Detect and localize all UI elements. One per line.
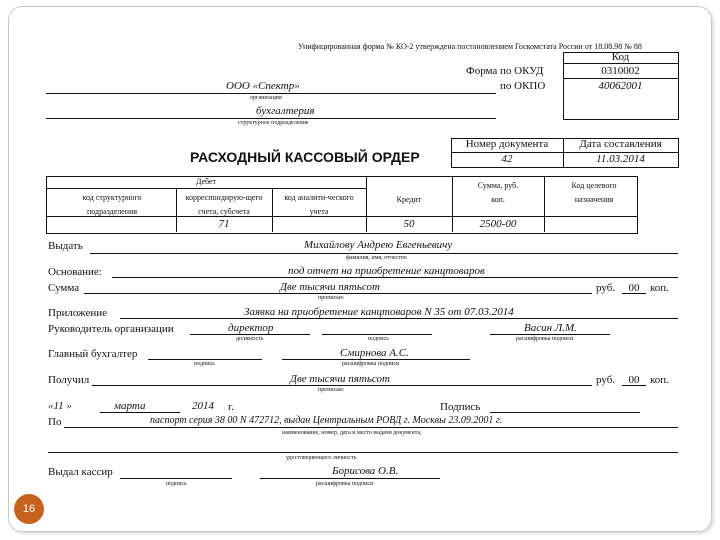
date-year: 2014 [192, 400, 214, 412]
dept-caption: структурное подразделение [238, 120, 309, 126]
chief-name: Смирнова А.С. [340, 347, 409, 359]
attach-label: Приложение [48, 307, 108, 319]
cashier-sign-caption: подпись [166, 481, 187, 487]
credit-value: 50 [403, 218, 415, 230]
passport-value: паспорт серия 38 00 N 472712, выдан Центральным РОВД г. Москвы 23.09.2001 г. [150, 415, 503, 426]
head-label: Руководитель организации [48, 323, 174, 335]
date-day: «11 » [48, 400, 72, 412]
id-caption: удостоверяющего личность [286, 455, 357, 461]
head-decode-caption: расшифровка подписи [516, 336, 574, 342]
org-caption: организация [250, 95, 282, 101]
basis-value: под отчет на приобретение канцтоваров [288, 265, 485, 277]
year-suffix: г. [228, 401, 235, 413]
doc-date-label: Дата составления [579, 138, 662, 150]
signature-label: Подпись [440, 401, 481, 413]
col-analytics-code: код аналити-ческого учета [284, 193, 354, 216]
sum-rub-label: руб. [596, 282, 616, 294]
received-words: Две тысячи пятьсот [290, 373, 390, 385]
okud-value: 0310002 [601, 65, 640, 77]
head-sign-caption: подпись [368, 336, 389, 342]
head-position: директор [228, 322, 274, 334]
sum-value: 2500-00 [479, 218, 517, 230]
unified-form-note: Унифицированная форма № КО-2 утверждена постановлением Госкомстата России от 18.08.98 № 88 [298, 42, 642, 51]
cashier-name: Борисова О.В. [332, 465, 399, 477]
head-position-caption: должность [236, 336, 264, 342]
account-value: 71 [218, 218, 230, 230]
credit-label: Кредит [396, 195, 422, 204]
doc-number-label: Номер документа [465, 138, 549, 150]
sum-words: Две тысячи пятьсот [280, 281, 380, 293]
chief-decode-caption: расшифровка подписи [342, 361, 400, 367]
head-name: Васин Л.М. [524, 322, 577, 334]
by-label: По [48, 416, 62, 428]
basis-label: Основание: [48, 266, 102, 278]
sum-kop-label: коп. [650, 282, 669, 294]
received-rub-label: руб. [596, 374, 616, 386]
doc-number: 42 [501, 153, 513, 165]
chief-sign-caption: подпись [194, 361, 215, 367]
doc-title: РАСХОДНЫЙ КАССОВЫЙ ОРДЕР [190, 149, 420, 165]
attach-value: Заявка на приобретение канцтоваров N 35 от 07.03.2014 [244, 306, 514, 318]
issue-caption: фамилия, имя, отчество [346, 255, 407, 261]
doc-caption: наименование, номер, дата и место выдачи документа, [282, 430, 422, 436]
cashier-decode-caption: расшифровка подписи [316, 481, 374, 487]
purpose-code-label: Код целевого назначения [571, 181, 617, 204]
issue-value: Михайлову Андрею Евгеньевичу [304, 239, 453, 251]
okpo-value: 40062001 [598, 80, 643, 92]
code-label: Код [611, 51, 630, 63]
sum-label: Сумма [48, 282, 80, 294]
okpo-label: по ОКПО [500, 80, 546, 92]
debit-label: Дебет [195, 177, 217, 186]
sum-col-label: Сумма, руб. коп. [477, 181, 519, 204]
issue-label: Выдать [48, 240, 83, 252]
col-correspondent-account: корреспондирую-щего счета, субсчета [185, 193, 263, 216]
chief-label: Главный бухгалтер [48, 348, 138, 360]
sum-kop-value: 00 [628, 282, 640, 294]
received-kop-value: 00 [628, 374, 640, 386]
received-caption: прописью [318, 387, 344, 393]
org-name: ООО «Спектр» [226, 80, 300, 92]
dept-name: бухгалтерия [256, 105, 315, 117]
cashier-label: Выдал кассир [48, 466, 113, 478]
page-number-badge: 16 [14, 494, 44, 524]
received-kop-label: коп. [650, 374, 669, 386]
received-label: Получил [48, 374, 90, 386]
sum-caption: прописью [318, 295, 344, 301]
okud-label: Форма по ОКУД [466, 65, 544, 77]
doc-date: 11.03.2014 [596, 153, 645, 165]
date-month: марта [114, 400, 146, 412]
col-subdivision-code: код структурного подразделения [82, 193, 142, 216]
